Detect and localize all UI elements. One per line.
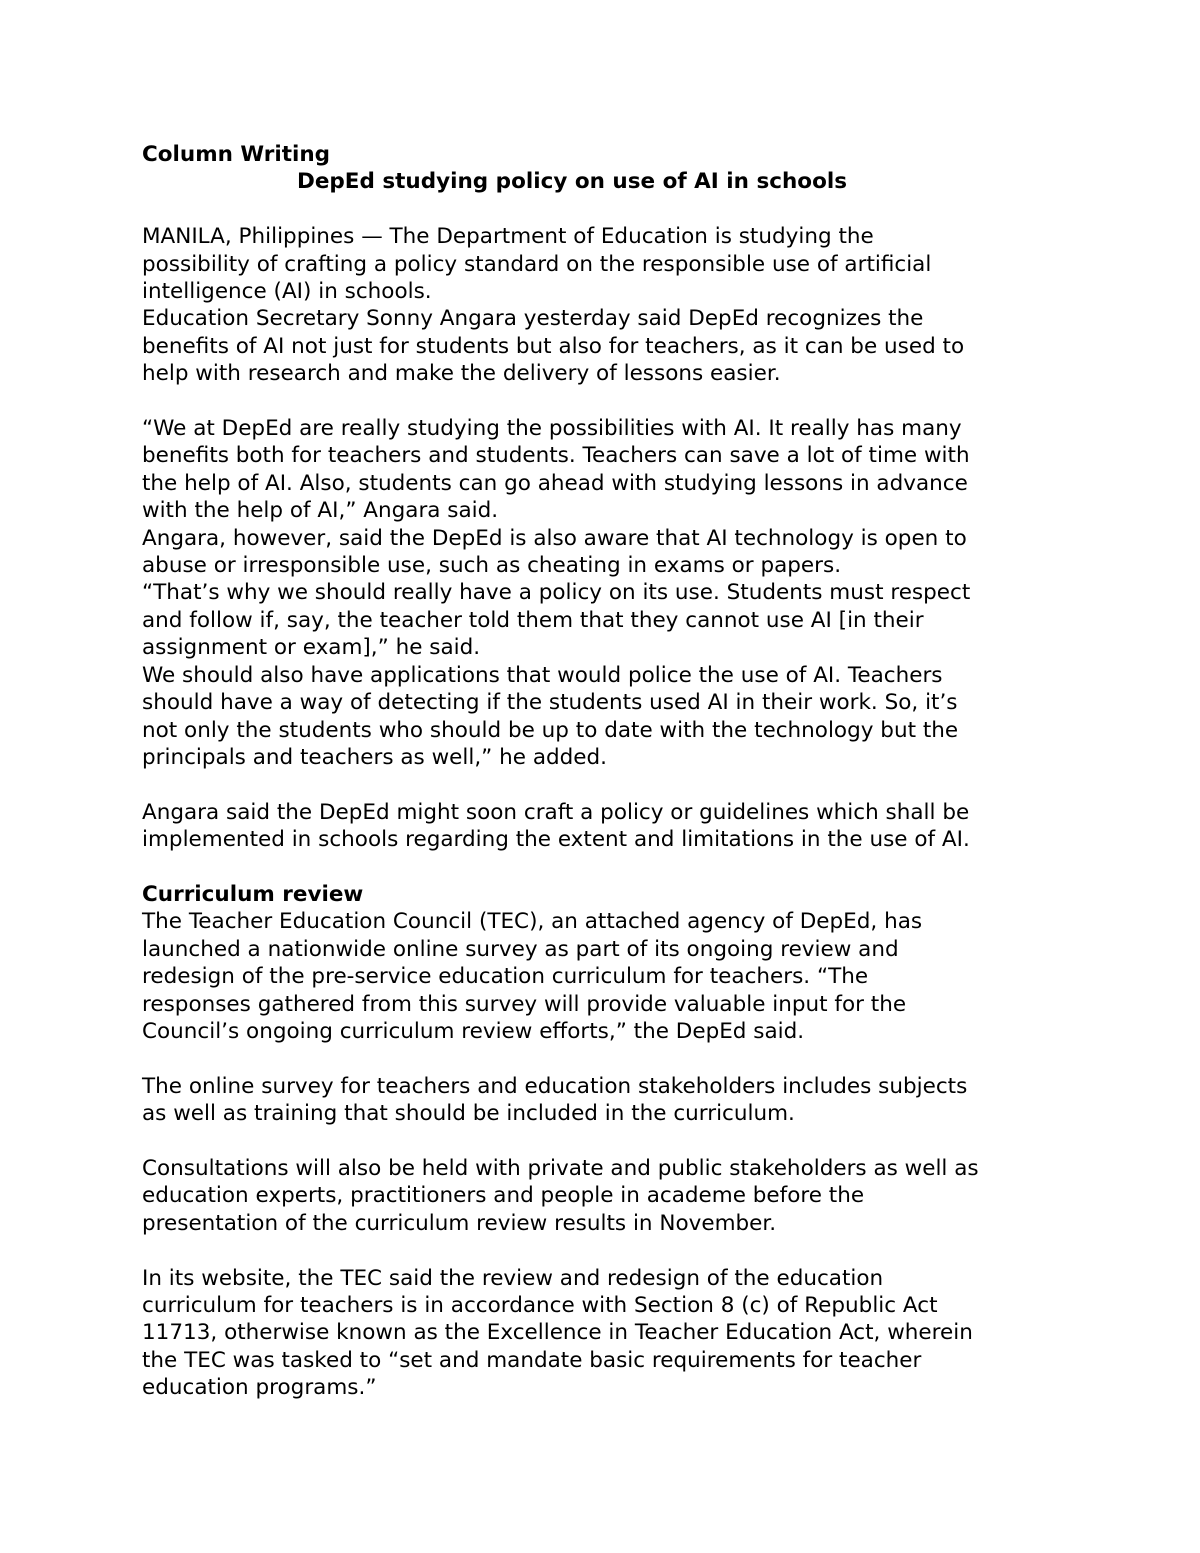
spacer bbox=[142, 388, 1072, 415]
paragraph-1: MANILA, Philippines — The Department of Education is studying the possibility of crafting a policy standard on the responsible use of artificial intelligence (AI) in schools. bbox=[142, 224, 932, 305]
spacer bbox=[142, 771, 1072, 798]
document-page bbox=[142, 141, 1072, 1402]
spacer bbox=[142, 1045, 1072, 1072]
article-title: DepEd studying policy on use of AI in schools bbox=[296, 169, 848, 195]
section-heading: Curriculum review bbox=[142, 881, 364, 907]
paragraph-11: In its website, the TEC said the review and redesign of the education curriculum for teachers is in accordance with Section 8 (c) of Republic Act 11713, otherwise known as the Excellence in Teacher Education Act, wherein the TEC was tasked to “set and mandate basic requirements for teacher education programs.” bbox=[142, 1265, 973, 1401]
spacer bbox=[142, 1237, 1072, 1264]
paragraph-10: Consultations will also be held with private and public stakeholders as well as education experts, practitioners and people in academe before the presentation of the curriculum review results in November. bbox=[142, 1155, 979, 1236]
paragraph-5: “That’s why we should really have a policy on its use. Students must respect and follow if, say, the teacher told them that they cannot use AI [in their assignment or exam],” he said. bbox=[142, 580, 971, 661]
paragraph-7: Angara said the DepEd might soon craft a policy or guidelines which shall be implemented in schools regarding the extent and limitations in the use of AI. bbox=[142, 799, 970, 853]
spacer bbox=[142, 196, 1072, 223]
paragraph-3: “We at DepEd are really studying the possibilities with AI. It really has many benefits both for teachers and students. Teachers can save a lot of time with the help of AI. Also, students can go ahead with studying lessons in advance with the help of AI,” Angara said. bbox=[142, 416, 970, 524]
spacer bbox=[142, 1128, 1072, 1155]
paragraph-6: We should also have applications that would police the use of AI. Teachers should have a way of detecting if the students used AI in their work. So, it’s not only the students who should be up to date with the technology but the principals and teachers as well,” he added. bbox=[142, 662, 959, 770]
paragraph-8: The Teacher Education Council (TEC), an attached agency of DepEd, has launched a nationwide online survey as part of its ongoing review and redesign of the pre-service education curriculum for teachers. “The responses gathered from this survey will provide valuable input for the Council’s ongoing curriculum review efforts,” the DepEd said. bbox=[142, 909, 923, 1044]
paragraph-4: Angara, however, said the DepEd is also aware that AI technology is open to abuse or irresponsible use, such as cheating in exams or papers. bbox=[142, 525, 967, 579]
column-label: Column Writing bbox=[142, 142, 331, 167]
spacer bbox=[142, 854, 1072, 881]
paragraph-2: Education Secretary Sonny Angara yesterday said DepEd recognizes the benefits of AI not just for students but also for teachers, as it can be used to help with research and make the delivery of lessons easier. bbox=[142, 306, 965, 387]
paragraph-9: The online survey for teachers and education stakeholders includes subjects as well as training that should be included in the curriculum. bbox=[142, 1073, 968, 1127]
